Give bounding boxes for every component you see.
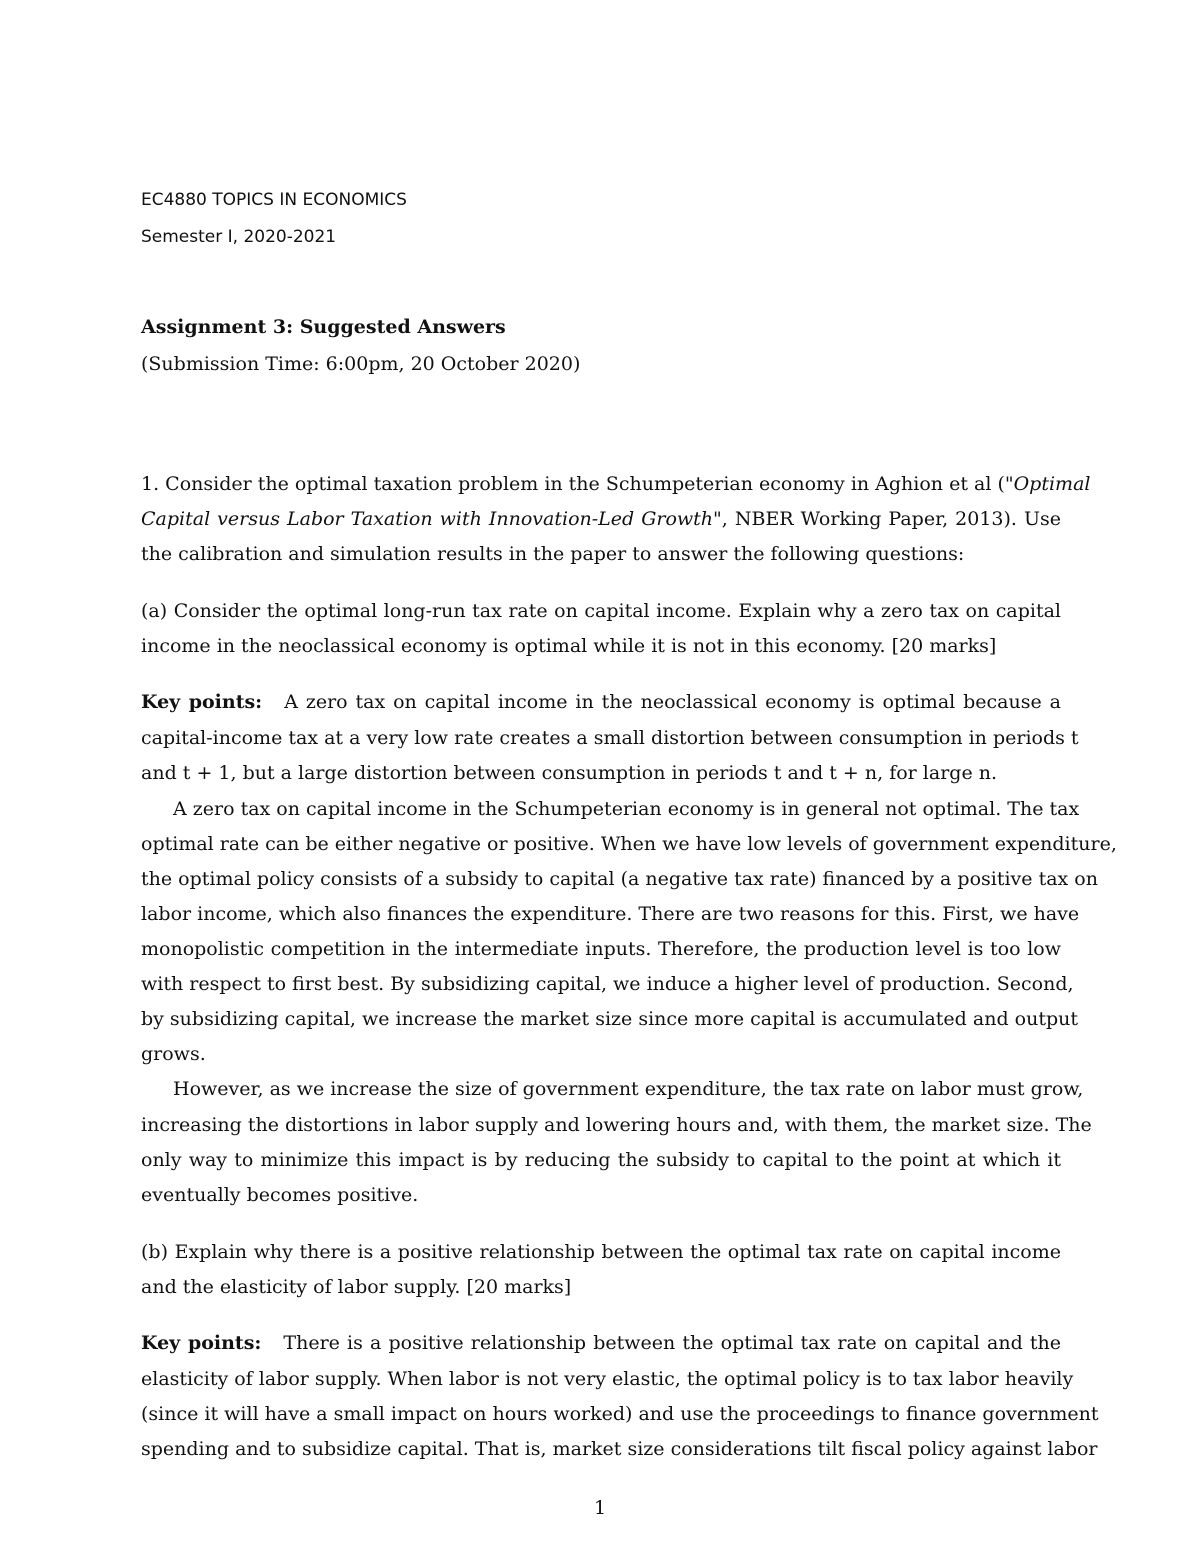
question-1-line-3: the calibration and simulation results in the paper to answer the following questions: <box>141 543 965 565</box>
answer-b-line-3: (since it will have a small impact on hours worked) and use the proceedings to finance government <box>141 1403 1099 1425</box>
page-number: 1 <box>593 1497 607 1519</box>
answer-a-p2-line-8: grows. <box>141 1043 206 1065</box>
answer-a-line-3: and t + 1, but a large distortion between consumption in periods t and t + n, for large n. <box>141 762 998 784</box>
answer-a-p3-line-1: However, as we increase the size of government expenditure, the tax rate on labor must grow, <box>173 1078 1084 1100</box>
answer-b-text: There is a positive relationship between the optimal tax rate on capital and the <box>283 1332 1061 1354</box>
answer-b-line-4: spending and to subsidize capital. That is, market size considerations tilt fiscal policy against labor <box>141 1438 1098 1460</box>
question-b-line-2: and the elasticity of labor supply. [20 marks] <box>141 1276 572 1298</box>
answer-a-p3-line-3: only way to minimize this impact is by reducing the subsidy to capital to the point at which it <box>141 1149 1061 1171</box>
answer-a-p3-line-2: increasing the distortions in labor supply and lowering hours and, with them, the market size. The <box>141 1114 1092 1136</box>
q1-paper-title-part-2: Capital versus Labor Taxation with Innovation-Led Growth <box>141 508 714 530</box>
semester-line: Semester I, 2020-2021 <box>141 227 337 247</box>
course-title: EC4880 TOPICS IN ECONOMICS <box>141 190 407 210</box>
key-points-label-b: Key points: <box>141 1332 262 1354</box>
question-a-line-2: income in the neoclassical economy is optimal while it is not in this economy. [20 marks] <box>141 635 997 657</box>
assignment-title: Assignment 3: Suggested Answers <box>141 316 506 338</box>
question-1-line-2 <box>141 507 1061 531</box>
q1-citation: ", NBER Working Paper, 2013). Use <box>713 508 1061 530</box>
question-a-line-1: (a) Consider the optimal long-run tax rate on capital income. Explain why a zero tax on capital <box>141 600 1061 622</box>
answer-a-p3-line-4: eventually becomes positive. <box>141 1184 419 1206</box>
answer-a-p2-line-5: monopolistic competition in the intermediate inputs. Therefore, the production level is too low <box>141 938 1061 960</box>
question-1-line-1 <box>141 472 1091 496</box>
answer-a-line-2: capital-income tax at a very low rate creates a small distortion between consumption in periods t <box>141 727 1079 749</box>
q1-paper-title-part-1: Optimal <box>1013 473 1091 495</box>
answer-b-line-1 <box>141 1331 1061 1355</box>
q1-text: 1. Consider the optimal taxation problem in the Schumpeterian economy in Aghion et al (" <box>141 473 1014 495</box>
answer-a-p2-line-3: the optimal policy consists of a subsidy to capital (a negative tax rate) financed by a positive tax on <box>141 868 1098 890</box>
answer-a-line-1 <box>141 690 1061 714</box>
answer-b-line-2: elasticity of labor supply. When labor is not very elastic, the optimal policy is to tax labor heavily <box>141 1368 1074 1390</box>
submission-time: (Submission Time: 6:00pm, 20 October 2020) <box>141 353 581 375</box>
answer-a-p2-line-6: with respect to first best. By subsidizing capital, we induce a higher level of production. Second, <box>141 973 1074 995</box>
question-b-line-1: (b) Explain why there is a positive relationship between the optimal tax rate on capital income <box>141 1241 1061 1263</box>
key-points-label: Key points: <box>141 691 263 713</box>
answer-a-p2-line-1: A zero tax on capital income in the Schumpeterian economy is in general not optimal. The tax <box>173 798 1080 820</box>
answer-a-p2-line-7: by subsidizing capital, we increase the market size since more capital is accumulated and output <box>141 1008 1078 1030</box>
answer-a-text: A zero tax on capital income in the neoclassical economy is optimal because a <box>284 691 1061 713</box>
answer-a-p2-line-2: optimal rate can be either negative or positive. When we have low levels of government expenditure, <box>141 833 1117 855</box>
answer-a-p2-line-4: labor income, which also finances the expenditure. There are two reasons for this. First, we have <box>141 903 1080 925</box>
